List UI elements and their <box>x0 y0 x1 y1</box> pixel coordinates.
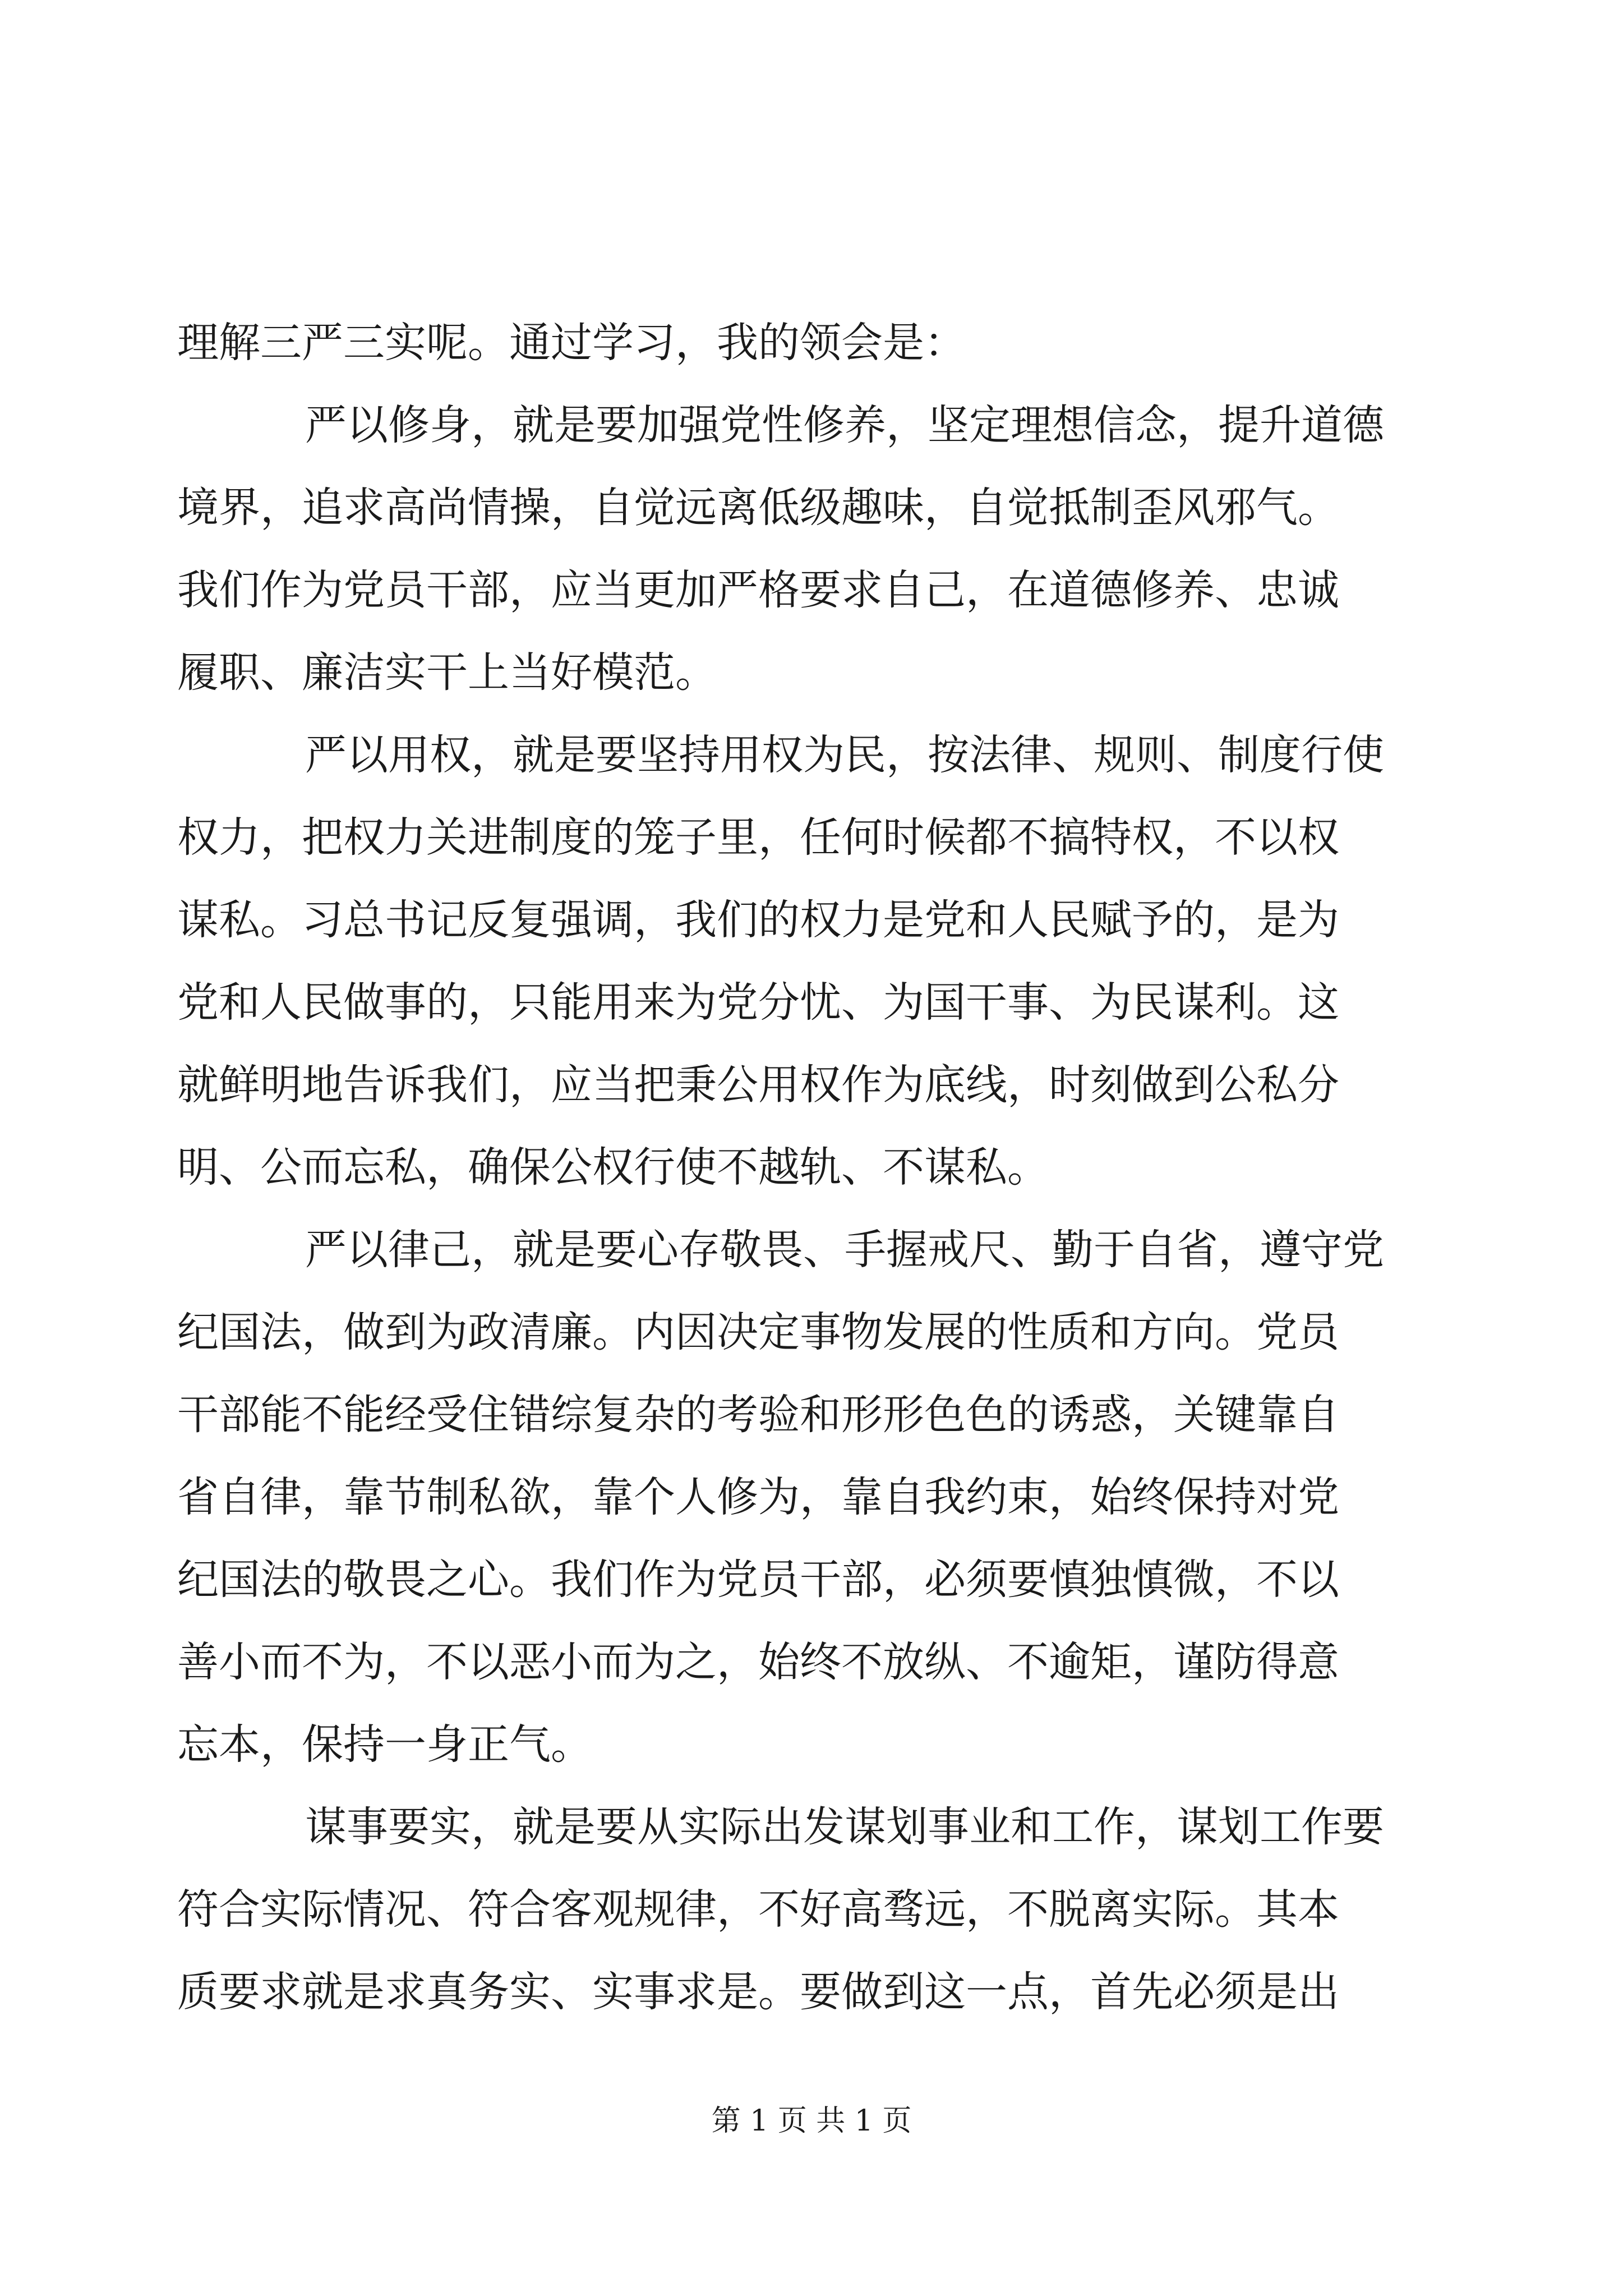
text-line: 质要求就是求真务实、实事求是。要做到这一点，首先必须是出 <box>177 1968 1339 2016</box>
text-line: 权力，把权力关进制度的笼子里，任何时候都不搞特权，不以权 <box>177 813 1339 862</box>
text-line: 党和人民做事的，只能用来为党分忧、为国干事、为民谋利。这 <box>177 978 1339 1027</box>
text-line: 善小而不为，不以恶小而为之，始终不放纵、不逾矩，谨防得意 <box>177 1638 1339 1686</box>
text-line: 严以用权，就是要坚持用权为民，按法律、规则、制度行使 <box>305 731 1384 779</box>
text-line: 省自律，靠节制私欲，靠个人修为，靠自我约束，始终保持对党 <box>177 1473 1339 1521</box>
text-line: 干部能不能经受住错综复杂的考验和形形色色的诱惑，关键靠自 <box>177 1391 1339 1439</box>
text-line: 境界，追求高尚情操，自觉远离低级趣味，自觉抵制歪风邪气。 <box>177 484 1339 532</box>
text-line: 忘本，保持一身正气。 <box>177 1720 592 1769</box>
text-line: 严以律己，就是要心存敬畏、手握戒尺、勤于自省，遵守党 <box>305 1226 1384 1274</box>
text-line: 理解三严三实呢。通过学习，我的领会是： <box>177 319 966 367</box>
text-line: 我们作为党员干部，应当更加严格要求自己，在道德修养、忠诚 <box>177 566 1339 614</box>
page-footer: 第 1 页 共 1 页 <box>711 2104 912 2138</box>
text-line: 明、公而忘私，确保公权行使不越轨、不谋私。 <box>177 1143 1049 1191</box>
text-line: 严以修身，就是要加强党性修养，坚定理想信念，提升道德 <box>305 401 1384 449</box>
body-text <box>177 302 1445 2033</box>
text-line: 就鲜明地告诉我们，应当把秉公用权作为底线，时刻做到公私分 <box>177 1061 1339 1109</box>
text-line: 纪国法，做到为政清廉。内因决定事物发展的性质和方向。党员 <box>177 1308 1339 1356</box>
text-line: 符合实际情况、符合客观规律，不好高骛远，不脱离实际。其本 <box>177 1885 1339 1934</box>
text-line: 谋私。习总书记反复强调，我们的权力是党和人民赋予的，是为 <box>177 896 1339 944</box>
text-line: 履职、廉洁实干上当好模范。 <box>177 648 717 697</box>
text-line: 谋事要实，就是要从实际出发谋划事业和工作，谋划工作要 <box>305 1803 1384 1851</box>
text-line: 纪国法的敬畏之心。我们作为党员干部，必须要慎独慎微，不以 <box>177 1556 1339 1604</box>
